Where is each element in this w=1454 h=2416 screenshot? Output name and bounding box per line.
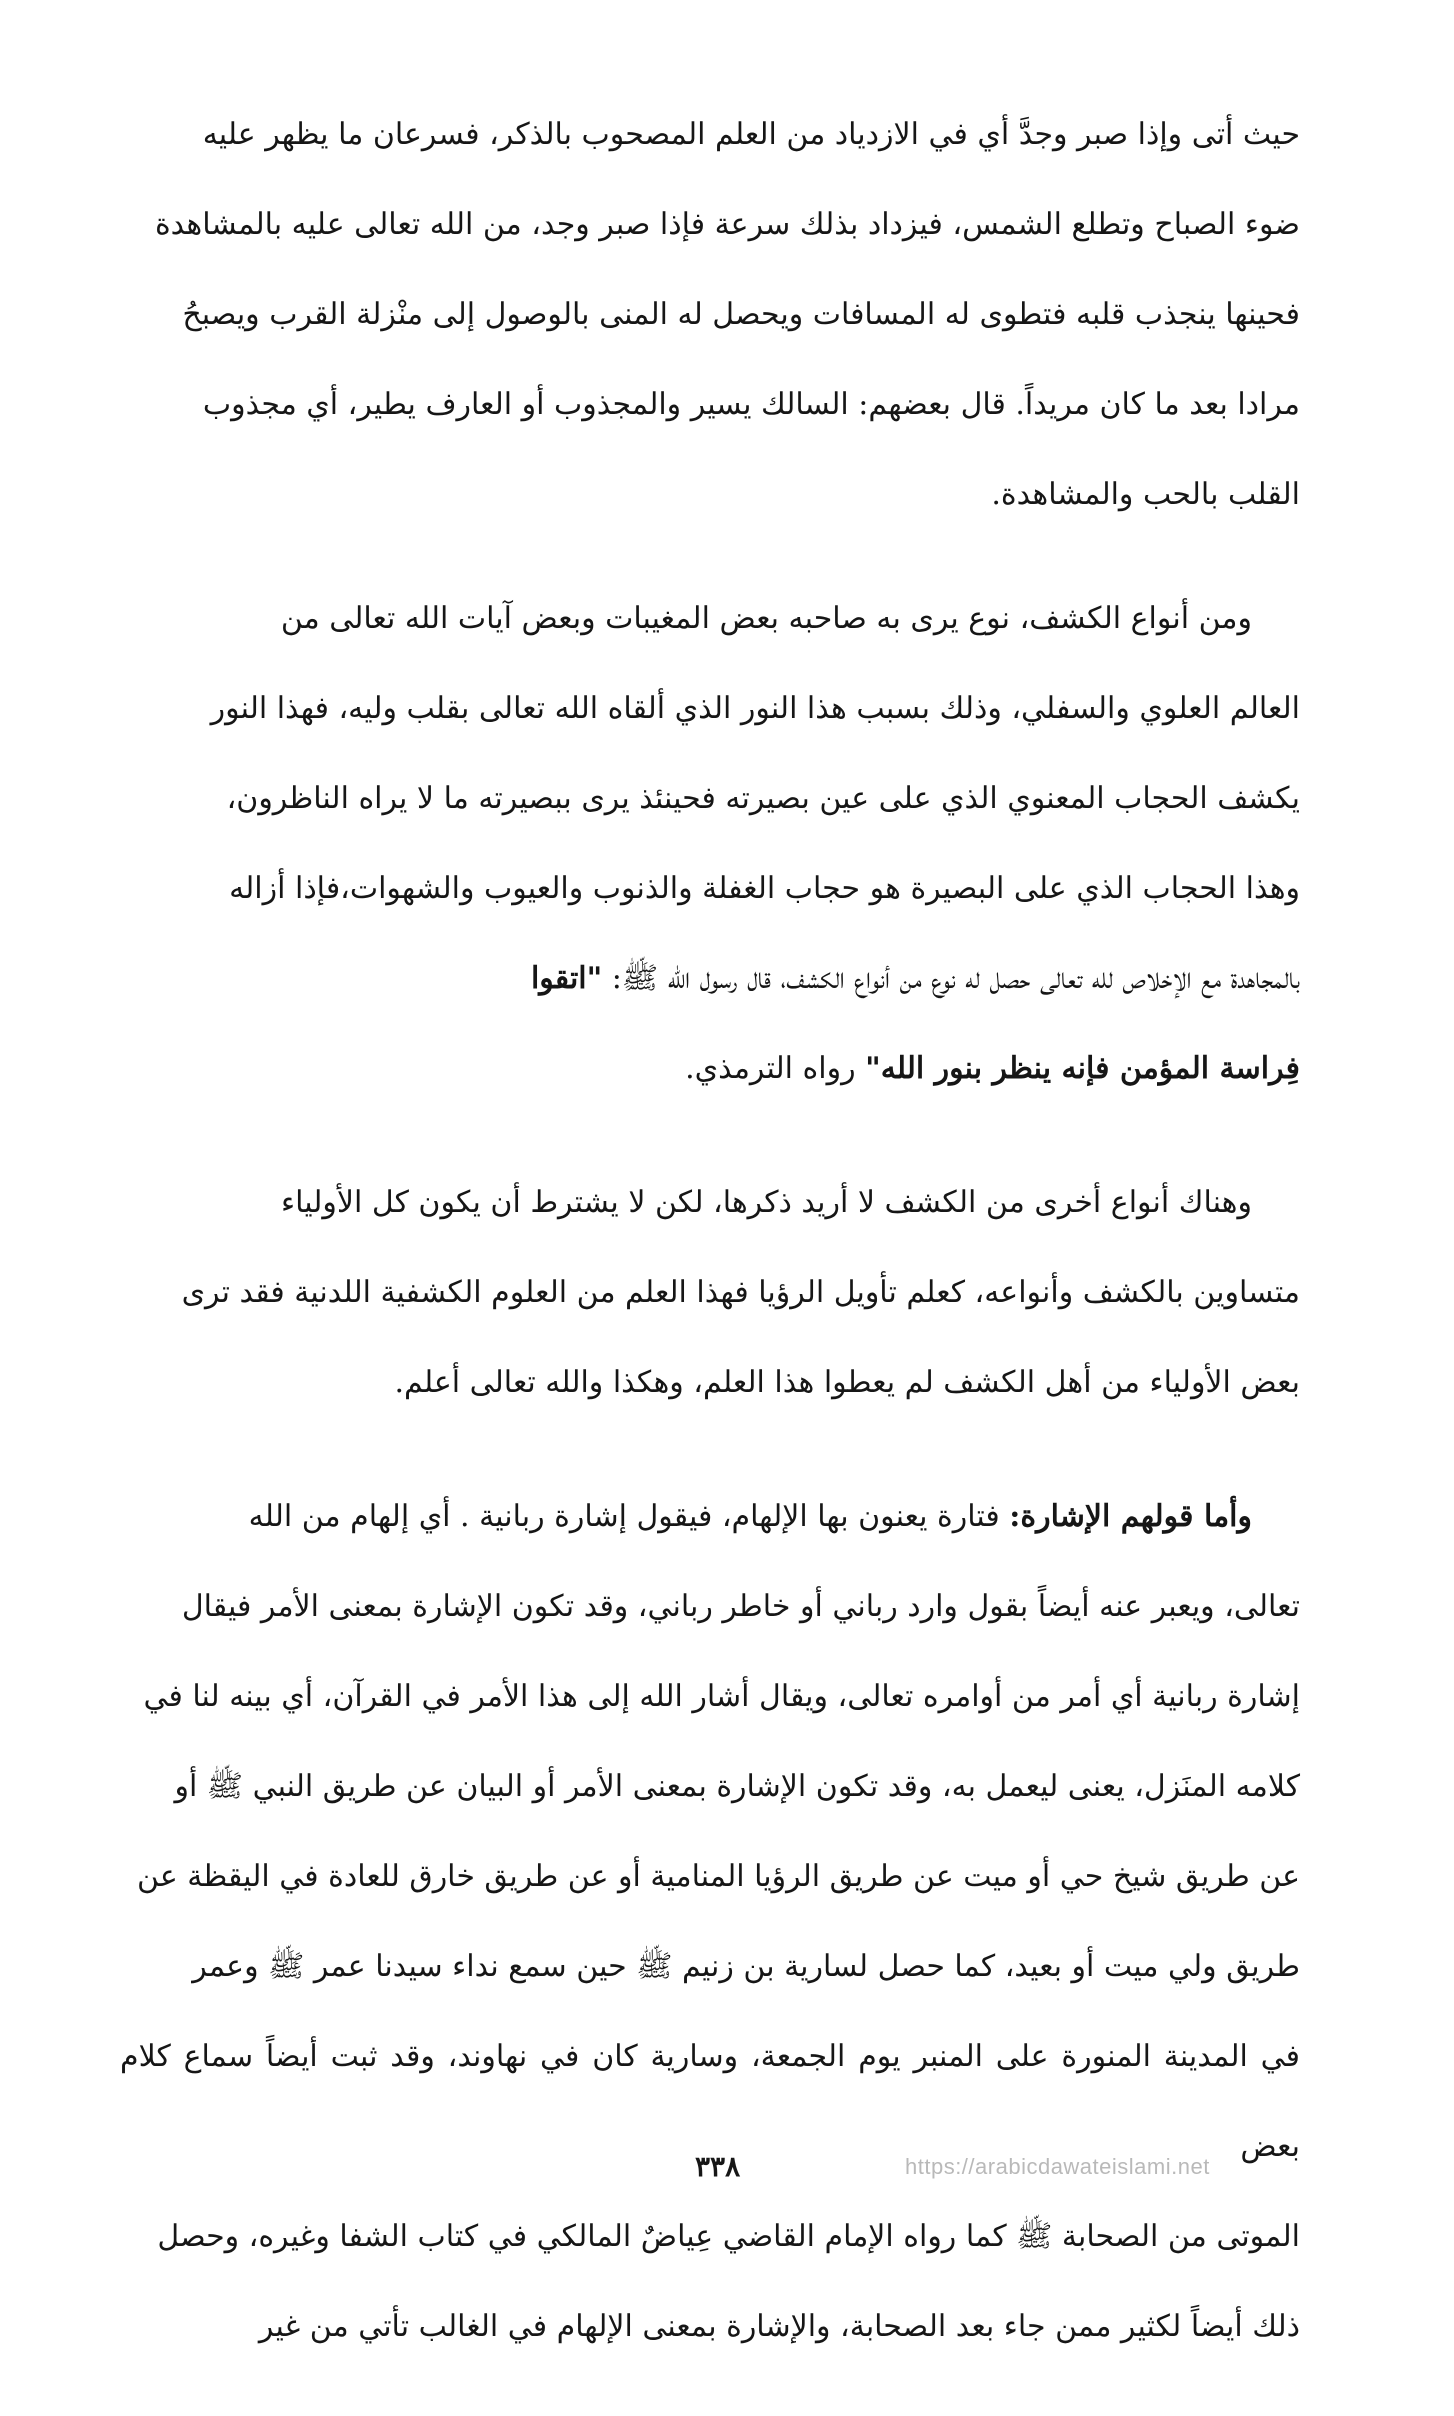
paragraph-3 [120,1158,1300,1428]
text-line: بعض الأولياء من أهل الكشف لم يعطوا هذا العلم، وهكذا والله تعالى أعلم. [394,1365,1300,1400]
text-line: ضوء الصباح وتطلع الشمس، فيزداد بذلك سرعة فإذا صبر وجد، من الله تعالى عليه بالمشاهدة [154,207,1300,242]
paragraph-2 [120,574,1300,1114]
text-line: متساوين بالكشف وأنواعه، كعلم تأويل الرؤيا فهذا العلم من العلوم الكشفية اللدنية فقد ترى [181,1275,1300,1310]
text-line: إشارة ربانية أي أمر من أوامره تعالى، ويقال أشار الله إلى هذا الأمر في القرآن، أي بينه لنا في [143,1679,1300,1714]
hadith-quote-end: فِراسة المؤمن فإنه ينظر بنور الله" [865,1051,1300,1086]
text-segment: بالمجاهدة مع الإخلاص لله تعالى حصل له نوع من أنواع الكشف، قال رسول الله ﷺ: [602,961,1300,996]
paragraph-1 [120,90,1300,540]
text-line: الموتى من الصحابة ﷺ كما رواه الإمام القاضي عِياضٌ المالكي في كتاب الشفا وغيره، وحصل [157,2219,1300,2254]
text-segment: رواه الترمذي. [685,1051,856,1086]
paragraph-4 [120,1472,1300,2372]
text-segment: فتارة يعنون بها الإلهام، فيقول إشارة ربانية . أي إلهام من الله [248,1499,1010,1534]
text-line [120,934,1300,1024]
page-body [120,90,1300,2416]
watermark-url: https://arabicdawateislami.net [905,2154,1210,2179]
hadith-quote-start: "اتقوا [530,961,603,996]
page-number: ٣٣٨ [695,2150,741,2183]
text-line: عن طريق شيخ حي أو ميت عن طريق الرؤيا المنامية أو عن طريق خارق للعادة في اليقظة عن [137,1859,1300,1894]
text-line: كلامه المنَزل، يعنى ليعمل به، وقد تكون الإشارة بمعنى الأمر أو البيان عن طريق النبي ﷺ أو [174,1769,1300,1804]
text-line: حيث أتى وإذا صبر وجدَّ أي في الازدياد من العلم المصحوب بالذكر، فسرعان ما يظهر عليه [202,117,1300,152]
page-footer [0,2150,1454,2183]
text-line: وهناك أنواع أخرى من الكشف لا أريد ذكرها، لكن لا يشترط أن يكون كل الأولياء [280,1185,1252,1220]
text-line: العالم العلوي والسفلي، وذلك بسبب هذا النور الذي ألقاه الله تعالى بقلب وليه، فهذا النور [210,691,1300,726]
text-line: في المدينة المنورة على المنبر يوم الجمعة، وسارية كان في نهاوند، وقد ثبت أيضاً سماع كلام بعض [120,2039,1300,2164]
text-line: يكشف الحجاب المعنوي الذي على عين بصيرته فحينئذ يرى ببصيرته ما لا يراه الناظرون، [226,781,1300,816]
text-line: ذلك أيضاً لكثير ممن جاء بعد الصحابة، والإشارة بمعنى الإلهام في الغالب تأتي من غير [258,2309,1300,2344]
text-line: تعالى، ويعبر عنه أيضاً بقول وارد رباني أو خاطر رباني، وقد تكون الإشارة بمعنى الأمر فيقال [181,1589,1300,1624]
text-line [120,1024,1300,1114]
text-line [120,1472,1300,1562]
text-line: القلب بالحب والمشاهدة. [991,477,1300,512]
text-line: فحينها ينجذب قلبه فتطوى له المسافات ويحصل له المنى بالوصول إلى منْزلة القرب ويصبحُ [182,297,1300,332]
text-line: مرادا بعد ما كان مريداً. قال بعضهم: السالك يسير والمجذوب أو العارف يطير، أي مجذوب [202,387,1300,422]
text-line: ومن أنواع الكشف، نوع يرى به صاحبه بعض المغيبات وبعض آيات الله تعالى من [280,601,1252,636]
section-heading: وأما قولهم الإشارة: [1009,1499,1252,1534]
text-line: طريق ولي ميت أو بعيد، كما حصل لسارية بن زنيم ﷺ حين سمع نداء سيدنا عمر ﷺ وعمر [192,1949,1300,1984]
text-line: وهذا الحجاب الذي على البصيرة هو حجاب الغفلة والذنوب والعيوب والشهوات،فإذا أزاله [229,871,1300,906]
